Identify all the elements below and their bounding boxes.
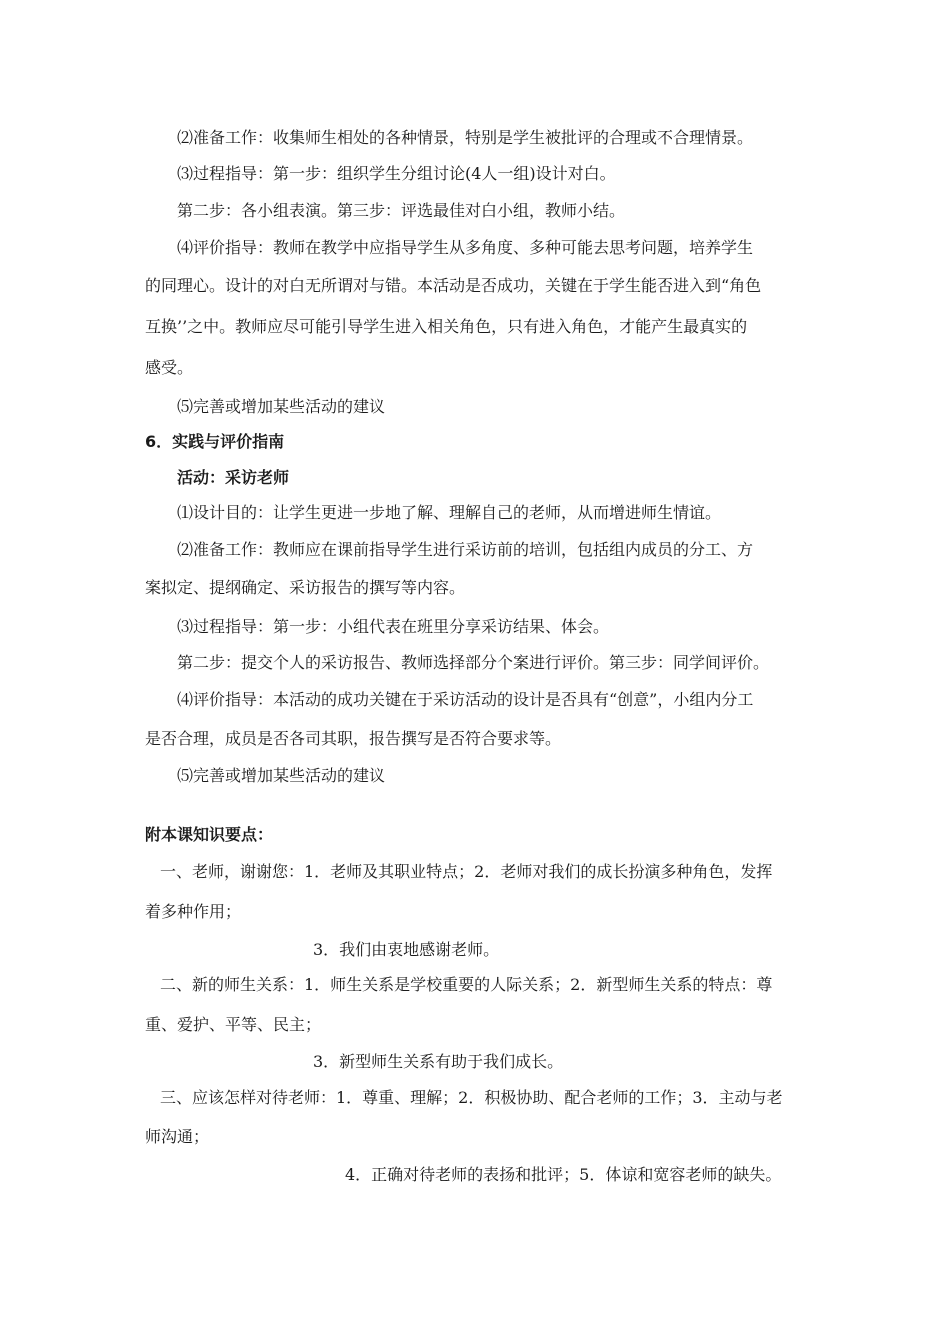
part1-eval-line3: 互换’’之中。教师应尽可能引导学生进入相关角色，只有进入角色，才能产生最真实的 (145, 317, 748, 336)
appendix-item3-line1: 三、应该怎样对待老师：1．尊重、理解；2．积极协助、配合老师的工作；3．主动与老 (160, 1088, 783, 1107)
appendix-item2-line3: 3．新型师生关系有助于我们成长。 (313, 1052, 564, 1071)
appendix-item2-line1: 二、新的师生关系：1．师生关系是学校重要的人际关系；2．新型师生关系的特点：尊 (160, 975, 773, 994)
section6-eval-line2: 是否合理，成员是否各司其职，报告撰写是否符合要求等。 (145, 729, 562, 748)
part1-process-step1: ⑶过程指导：第一步：组织学生分组讨论(4人一组)设计对白。 (177, 164, 616, 183)
section6-heading: 6．实践与评价指南 (145, 432, 285, 451)
section6-process-step2: 第二步：提交个人的采访报告、教师选择部分个案进行评价。第三步：同学间评价。 (177, 653, 770, 672)
part1-process-step2: 第二步：各小组表演。第三步：评选最佳对白小组，教师小结。 (177, 201, 626, 220)
appendix-item1-line1: 一、老师，谢谢您：1．老师及其职业特点；2．老师对我们的成长扮演多种角色，发挥 (160, 862, 773, 881)
appendix-item3-line3: 4．正确对待老师的表扬和批评；5．体谅和宽容老师的缺失。 (345, 1165, 782, 1184)
appendix-item3-line2: 师沟通； (145, 1127, 210, 1146)
appendix-item1-line2: 着多种作用； (145, 902, 242, 921)
section6-activity-title: 活动：采访老师 (177, 468, 290, 487)
section6-prep-line1: ⑵准备工作：教师应在课前指导学生进行采访前的培训，包括组内成员的分工、方 (177, 540, 754, 559)
section6-process-step1: ⑶过程指导：第一步：小组代表在班里分享采访结果、体会。 (177, 617, 610, 636)
appendix-item1-line3: 3．我们由衷地感谢老师。 (313, 940, 500, 959)
section6-eval-line1: ⑷评价指导：本活动的成功关键在于采访活动的设计是否具有“创意”，小组内分工 (177, 690, 754, 709)
part1-eval-line4: 感受。 (145, 358, 194, 377)
section6-improve: ⑸完善或增加某些活动的建议 (177, 766, 386, 785)
section6-purpose: ⑴设计目的：让学生更进一步地了解、理解自己的老师，从而增进师生情谊。 (177, 503, 722, 522)
part1-eval-line1: ⑷评价指导：教师在教学中应指导学生从多角度、多种可能去思考问题，培养学生 (177, 238, 754, 257)
part1-improve: ⑸完善或增加某些活动的建议 (177, 397, 386, 416)
part1-prep: ⑵准备工作：收集师生相处的各种情景，特别是学生被批评的合理或不合理情景。 (177, 128, 754, 147)
appendix-item2-line2: 重、爱护、平等、民主； (145, 1015, 322, 1034)
section6-prep-line2: 案拟定、提纲确定、采访报告的撰写等内容。 (145, 578, 466, 597)
part1-eval-line2: 的同理心。设计的对白无所谓对与错。本活动是否成功，关键在于学生能否进入到“角色 (145, 276, 762, 295)
appendix-heading: 附本课知识要点： (145, 825, 274, 844)
